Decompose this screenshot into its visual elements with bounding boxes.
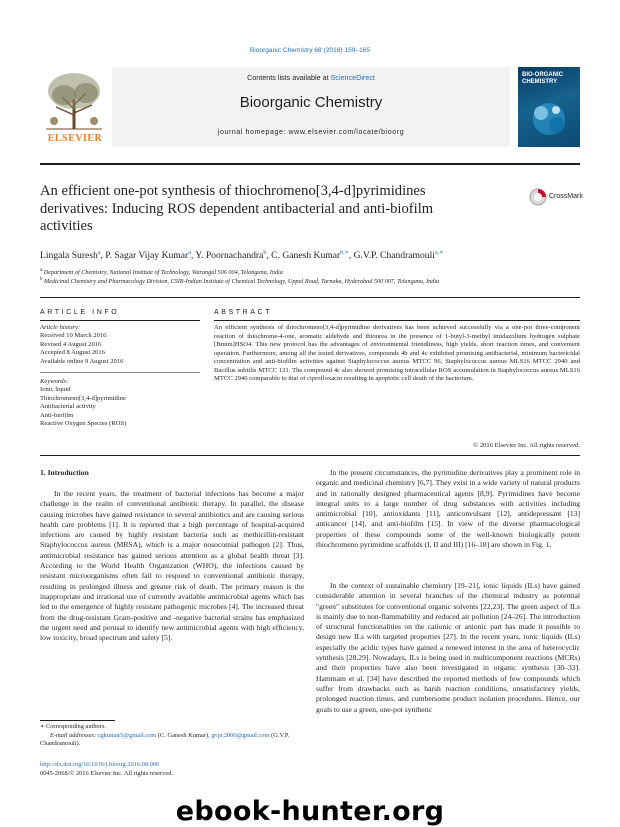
journal-homepage-link[interactable]: www.elsevier.com/locate/bioorg: [288, 129, 405, 136]
header-rule: [40, 163, 580, 165]
keywords-title: Keywords:: [40, 378, 69, 385]
intro-right-paragraph-1: In the present circumstances, the pyrimidine derivatives play a prominent role in organic and medicinal chemistry [6,7]. They exist in a wide variety of natural products and in rationally designed pharmaceutical agents [8,9]. Pyrimidines have become integral units to a large number of drug substances with activities including antimicrobial [10], antioxidants [11], anticonvulsant [12], antidepressant [13] anticancer [14], and anti-biofilm [15]. In view of the diverse pharmacological properties of these compounds some of the well-known biologically potent thiochromeno pyrimidine scaffolds (I, II and III) [16–18] are shown in Fig. 1.: [316, 468, 580, 550]
title-line-3: activities: [40, 218, 93, 234]
article-info-heading: ARTICLE INFO: [40, 309, 120, 316]
footnote-rule: [40, 720, 115, 721]
email-owner-chandramouli: (G.V.P. Chandramouli).: [40, 732, 290, 748]
abstract-copyright: © 2016 Elsevier Inc. All rights reserved.: [473, 442, 580, 449]
author-name[interactable]: P. Sagar Vijay Kumar: [105, 250, 189, 262]
cover-molecule-icon: [526, 97, 572, 141]
title-line-1: An efficient one-pot synthesis of thiochromeno[3,4-d]pyrimidines: [40, 183, 426, 199]
abstract-heading: ABSTRACT: [214, 309, 273, 316]
keyword-item: Ionic liquid: [40, 386, 71, 394]
affiliation-text: Medicinal Chemistry and Pharmacology Division, CSIR-Indian Institute of Chemical Technology, Uppal Road, Tarnaka, Hyderabad 500 007, Telangana, India: [44, 278, 440, 286]
section-heading-introduction: 1. Introduction: [40, 468, 89, 477]
journal-title: Bioorganic Chemistry: [239, 94, 383, 111]
author-affil-sup[interactable]: a,∗: [434, 250, 444, 256]
author-name[interactable]: Lingala Suresh: [40, 250, 98, 262]
journal-banner: [112, 67, 510, 147]
doi-url[interactable]: http://dx.doi.org/10.1016/j.bioorg.2016.08.006: [40, 761, 160, 768]
history-item: Revised 4 August 2016: [40, 340, 102, 348]
sciencedirect-link[interactable]: ScienceDirect: [330, 73, 375, 82]
crossmark-button[interactable]: [529, 188, 585, 208]
contents-line: [112, 73, 510, 82]
history-item: Available online 9 August 2016: [40, 357, 124, 365]
author-name[interactable]: Y. Poornachandra: [195, 250, 264, 262]
history-rule: [40, 372, 200, 373]
affiliation-sup: b: [40, 277, 43, 282]
email-link-chandramouli[interactable]: gvpc2000@gmail.com: [211, 732, 270, 739]
author-affil-sup[interactable]: a: [97, 250, 101, 256]
author-affil-sup[interactable]: a: [188, 250, 191, 256]
affiliation-b: [40, 276, 580, 286]
journal-reference[interactable]: Bioorganic Chemistry 68 (2016) 159–165: [249, 47, 371, 54]
abstract-rule: [214, 320, 580, 321]
keywords: [40, 378, 200, 428]
history-item: Accepted 8 August 2016: [40, 349, 106, 357]
author-affil-sup[interactable]: b,∗: [340, 250, 349, 256]
contents-prefix: Contents lists available at: [247, 73, 331, 82]
journal-cover-thumbnail[interactable]: [518, 67, 580, 147]
affiliation-rule: [40, 297, 580, 298]
history-item: Received 10 March 2016: [40, 332, 107, 340]
author-name[interactable]: C. Ganesh Kumar: [271, 250, 341, 262]
email-owner-kumar: (C. Ganesh Kumar),: [156, 732, 212, 739]
intro-left-paragraph: In the recent years, the treatment of bacterial infections has become a major challenge in the realm of conventional antibiotic therapy. In parallel, the disease causing microbes have gained resistance to several antibiotics and are causing serious health care problems [1]. It is reported that a high percentage of hospital-acquired infections are caused by highly resistant bacteria such as methicillin-resistant Staphylococcus aureus (MRSA), which is a major nosocomial pathogen [2]. Thus, antimicrobial resistance has gained serious attention as a global health threat [3]. According to the World Health Organization (WHO), the infections caused by resistant microorganisms often fail to respond to conventional antibiotic therapy, resulting in prolonged illness and greater risk of death. The primary reason is the inappropriate and irrational use of currently available antimicrobial agents which has led to the emergence of highly resistant pathogenic microbes [4]. The increased threat from the drug-resistant Gram-positive and -negative bacterial strains has emphasized the urgent need and perusal to identify new antimicrobial agents with high efficiency, low toxicity, broad spectrum and safety [5].: [40, 489, 304, 643]
issn-text: 0045-2068/© 2016 Elsevier Inc. All rights reserved.: [40, 770, 173, 777]
author-affil-sup[interactable]: b: [263, 250, 267, 256]
watermark-text: ebook-hunter.org: [175, 796, 445, 827]
keyword-item: Antibacterial activity: [40, 403, 96, 411]
email-addresses: [40, 732, 304, 749]
author-list: Lingala Suresh$^a$, P. Sagar Vijay Kumar$^a$, Y. Poornachandra$^b$, C. Ganesh Kumar$^{b,∗}$, G.V.P. Chandramouli$^{a,∗}$: [40, 250, 444, 262]
article-info-rule: [40, 320, 200, 321]
history-title: Article history:: [40, 324, 81, 331]
corresponding-author-note: [40, 723, 304, 731]
email-link-kumar[interactable]: cgkumar5@gmail.com: [97, 732, 157, 739]
publisher-name: ELSEVIER: [47, 133, 103, 144]
intro-right-paragraph-2: In the context of sustainable chemistry [19–21], ionic liquids (ILs) have gained considerable attention in several branches of the chemical industry as potential "green" substitutes for conventional organic solvents [22,23]. The green aspect of ILs is mainly due to non-flammability and reduced air pollution [24–26]. The introduction of structural functionalities on the cationic or anionic part has made it possible to design new ILs with targeted properties [27]. In the recent years, ionic liquids (ILs) especially the acidic types have gained a renewed interest in the area of heterocyclic synthesis [28,29]. Nowadays, ILs is being used in multicomponent reactions (MCRs) and their properties have also been investigated in organic synthesis [30–33]. Hammam et al. [34] have described the reported methods of few compounds which suffer from drawbacks such as harsh reaction conditions, unsatisfactory yields, prolonged reaction times, and cumbersome product isolation procedures. Hence, our goals to use a green, one-pot synthetic: [316, 581, 580, 714]
keyword-item: Anti-biofilm: [40, 411, 74, 419]
cover-title: BIO-ORGANIC CHEMISTRY: [522, 72, 563, 85]
homepage-prefix: journal homepage:: [217, 129, 289, 136]
keyword-item: Reactive Oxygen Species (ROS): [40, 420, 127, 428]
title-line-2: derivatives: Inducing ROS dependent antibacterial and anti-biofilm: [40, 200, 434, 217]
email-label: E-mail addresses:: [50, 732, 98, 739]
affiliation-sup: a: [40, 268, 43, 273]
issn-line: [40, 770, 304, 778]
author-name[interactable]: G.V.P. Chandramouli: [353, 250, 435, 262]
crossmark-icon: [529, 188, 547, 206]
homepage-line: [112, 129, 510, 136]
article-title: [40, 183, 500, 236]
abstract-text: An efficient synthesis of thiochromeno[3,4-d]pyrimidine derivatives has been achieved successfully via a one-pot three-component reaction of thiochrome-4-one, aromatic aldehyde and thiourea in the presence of 1-butyl-3-methyl imidazolium hydrogen sulphate [Bmim]HSO4. This new protocol has the advantages of environmental friendliness, high yields, short reaction times, and convenient operation. Furthermore, among all the tested derivatives, compounds 4b and 4c exhibited promising antibacterial, minimum bactericidal concentration and anti-biofilm activities against Staphylococcus aureus MTCC 96, Staphylococcus aureus MLS16 MTCC 2940 and Bacillus subtilis MTCC 121. The compound 4c also showed promising intracellular ROS accumulation in Staphylococcus aureus MLS16 MTCC 2940 comparable to that of ciprofloxacin resulting in apoptotic cell death of the bacterium.: [214, 324, 580, 382]
journal-header: [40, 67, 580, 147]
crossmark-label: CrossMark: [549, 193, 583, 200]
article-history: [40, 324, 200, 366]
doi-link[interactable]: [40, 761, 304, 769]
corresponding-label: ∗ Corresponding authors.: [40, 723, 106, 730]
affiliation-text: Department of Chemistry, National Institute of Technology, Warangal 506 004, Telangana, India: [43, 269, 283, 277]
keyword-item: Thiochromeno[3,4-d]pyrimidine: [40, 394, 126, 402]
abstract-bottom-rule: [40, 455, 580, 456]
